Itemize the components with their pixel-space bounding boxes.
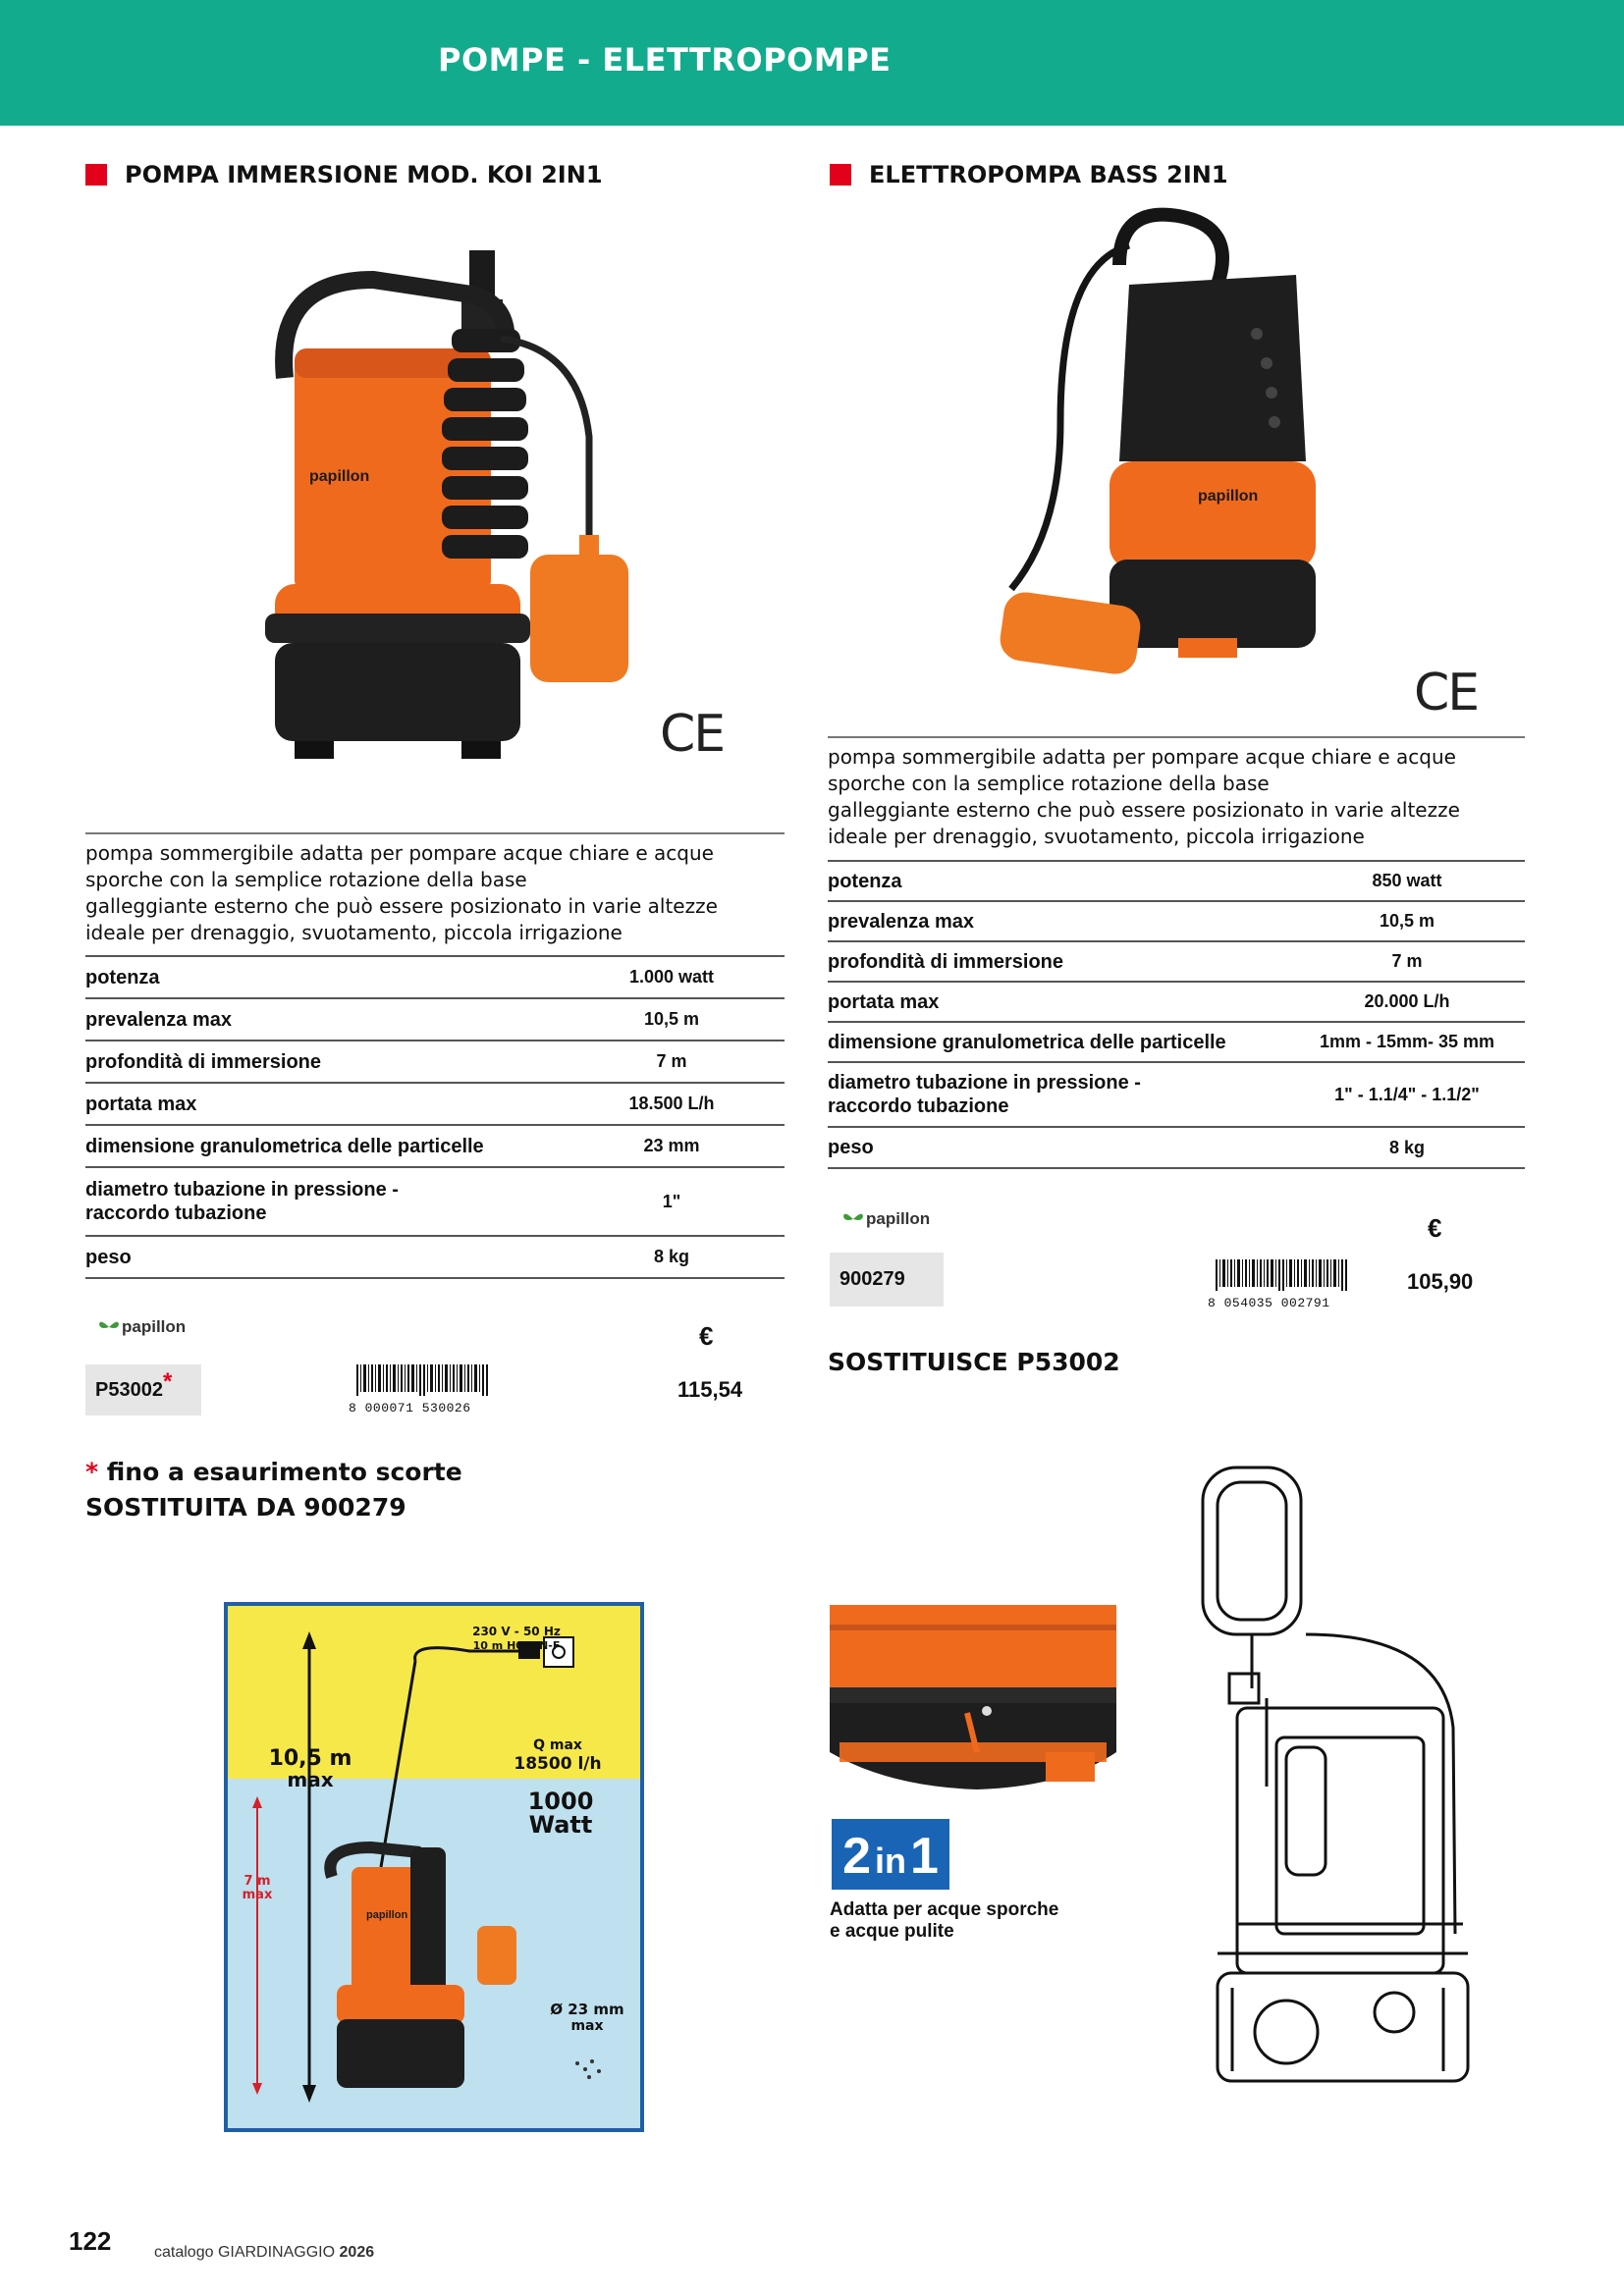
bullet-square-icon bbox=[830, 164, 851, 186]
spec-row: potenza 1.000 watt bbox=[85, 957, 785, 999]
product-1-name: POMPA IMMERSIONE MOD. KOI 2IN1 bbox=[125, 161, 603, 188]
diagram-watt-unit: Watt bbox=[528, 1811, 593, 1839]
diagram-head-max: max bbox=[287, 1768, 334, 1791]
spec-row: potenza 850 watt bbox=[828, 862, 1525, 902]
product-1-price: 115,54 bbox=[677, 1377, 743, 1402]
product-2-spec-table bbox=[828, 860, 1525, 1169]
butterfly-icon bbox=[842, 1210, 864, 1228]
product-2-code: 900279 bbox=[830, 1253, 944, 1307]
spec-row: diametro tubazione in pressione - raccordo tubazione 1" - 1.1/4" - 1.1/2" bbox=[828, 1063, 1525, 1128]
diagram-particle-max: max bbox=[570, 2018, 604, 2034]
product-2-name: ELETTROPOMPA BASS 2IN1 bbox=[869, 161, 1228, 188]
barcode-icon bbox=[1208, 1259, 1355, 1291]
page-number: 122 bbox=[69, 2226, 112, 2256]
product-2-heading bbox=[830, 161, 1228, 188]
product-1-heading bbox=[85, 161, 603, 188]
spec-row: peso 8 kg bbox=[85, 1237, 785, 1279]
2in1-badge-caption: Adatta per acque sporche e acque pulite bbox=[830, 1899, 1059, 1942]
product-2-ce-mark: CE bbox=[1414, 664, 1479, 722]
spec-row: profondità di immersione 7 m bbox=[828, 942, 1525, 983]
spec-row: peso 8 kg bbox=[828, 1128, 1525, 1169]
stock-note: * fino a esaurimento scorte SOSTITUITA DA 900279 bbox=[85, 1458, 462, 1522]
pump-line-drawing bbox=[1178, 1463, 1473, 2091]
product-1-code: P53002 * bbox=[85, 1364, 201, 1415]
spec-row: portata max 18.500 L/h bbox=[85, 1084, 785, 1126]
spec-row: dimensione granulometrica delle particelle 1mm - 15mm- 35 mm bbox=[828, 1023, 1525, 1063]
product-1-ce-mark: CE bbox=[660, 705, 725, 764]
diagram-cable-label: 10 m H07RN-F bbox=[472, 1639, 561, 1652]
barcode-icon bbox=[349, 1364, 496, 1396]
product-2-currency: € bbox=[1428, 1213, 1442, 1243]
product-2-photo-brand: papillon bbox=[1198, 488, 1259, 505]
product-2-photo bbox=[982, 206, 1355, 726]
product-1-barcode: 8 000071 530026 bbox=[349, 1364, 496, 1415]
diagram-depth-max: max bbox=[242, 1888, 273, 1902]
product-2-description: pompa sommergibile adatta per pompare acque chiare e acque sporche con la semplice rotazione della base galleggiante esterno che può essere posizionato in varie altezze ideale per drenaggio, svuotamento, piccola irrigazione bbox=[828, 736, 1525, 850]
page-section-title: POMPE - ELETTROPOMPE bbox=[438, 41, 892, 79]
spec-row: profondità di immersione 7 m bbox=[85, 1041, 785, 1084]
product-1-brand-logo: papillon bbox=[98, 1317, 186, 1337]
spec-row: portata max 20.000 L/h bbox=[828, 983, 1525, 1023]
diagram-depth-label: 7 m bbox=[244, 1874, 271, 1889]
bullet-square-icon bbox=[85, 164, 107, 186]
base-detail-photo bbox=[830, 1605, 1116, 1801]
installation-diagram bbox=[224, 1602, 644, 2132]
replaces-note: SOSTITUISCE P53002 bbox=[828, 1348, 1120, 1376]
product-1-code-asterisk: * bbox=[162, 1368, 173, 1395]
catalog-footer: catalogo GIARDINAGGIO 2026 bbox=[154, 2244, 375, 2261]
diagram-head-label: 10,5 m bbox=[268, 1746, 352, 1771]
diagram-particle-label: Ø 23 mm bbox=[550, 2001, 624, 2018]
diagram-flow-label: Q max bbox=[533, 1737, 582, 1753]
diagram-power-label: 230 V - 50 Hz bbox=[472, 1625, 561, 1638]
product-1-photo-brand: papillon bbox=[309, 468, 370, 485]
spec-row: prevalenza max 10,5 m bbox=[828, 902, 1525, 942]
spec-row: dimensione granulometrica delle particelle 23 mm bbox=[85, 1126, 785, 1168]
product-1-currency: € bbox=[699, 1321, 714, 1351]
product-1-photo bbox=[255, 240, 638, 771]
diagram-pump-brand: papillon bbox=[366, 1909, 408, 1921]
diagram-watt-value: 1000 bbox=[527, 1788, 594, 1815]
stock-note-asterisk: * bbox=[85, 1458, 99, 1486]
spec-row: diametro tubazione in pressione - raccordo tubazione 1" bbox=[85, 1168, 785, 1237]
product-1-description: pompa sommergibile adatta per pompare acque chiare e acque sporche con la semplice rotazione della base galleggiante esterno che può essere posizionato in varie altezze ideale per drenaggio, svuotamento, piccola irrigazione bbox=[85, 832, 785, 946]
butterfly-icon bbox=[98, 1318, 120, 1336]
header-bar bbox=[0, 0, 1624, 126]
diagram-flow-value: 18500 l/h bbox=[514, 1754, 602, 1774]
spec-row: prevalenza max 10,5 m bbox=[85, 999, 785, 1041]
product-2-barcode: 8 054035 002791 bbox=[1208, 1259, 1355, 1310]
product-2-price: 105,90 bbox=[1407, 1269, 1474, 1294]
product-1-spec-table bbox=[85, 955, 785, 1279]
product-2-brand-logo: papillon bbox=[842, 1209, 930, 1229]
2in1-badge: 2 in 1 bbox=[832, 1819, 949, 1890]
